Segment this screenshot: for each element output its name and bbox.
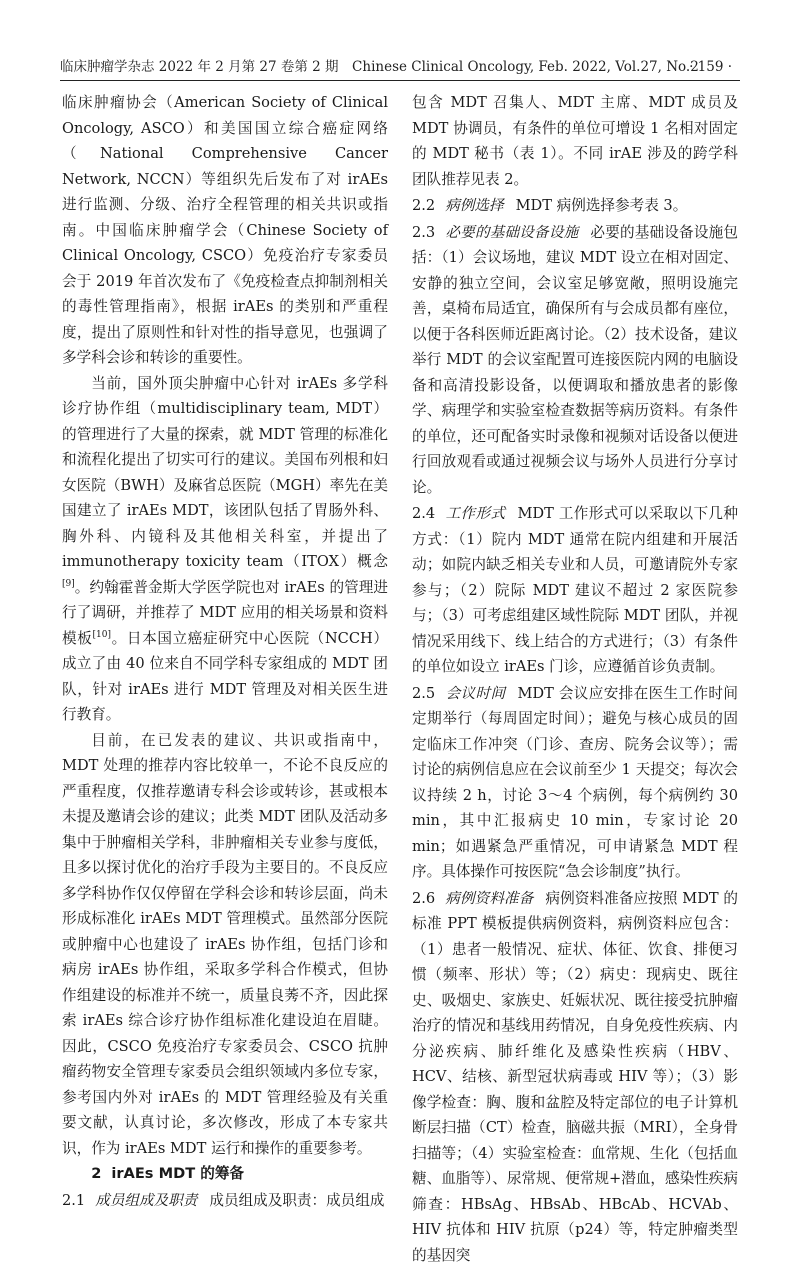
citation-9[interactable]: [9] bbox=[62, 579, 75, 589]
subsection-text: MDT 工作形式可以采取以下几种方式：（1）院内 MDT 通常在院内组建和开展活动；如院内缺乏相关专业和人员，可邀请院外专家参与；（2）院际 MDT 建议不超过 2 家医院参与；（3）可考虑组建区域性院际 MDT 团队，并视情况采用线下、线上结合的方式进行；（3）有条件的单位如设立 irAEs 门诊，应遵循首诊负责制。 bbox=[412, 505, 738, 675]
paragraph-text: 当前，国外顶尖肿瘤中心针对 irAEs 多学科诊疗协作组（multidisciplinary team, MDT）的管理进行了大量的探索，就 MDT 管理的标准化和流程化提出了切实可行的建议。美国布列根和妇女医院（BWH）及麻省总医院（MGH）率先在美国建立了 irAEs MDT，该团队包括了胃肠外科、胸外科、内镜科及其他相关科室，并提出了 immunotherapy toxicity team（ITOX）概念 bbox=[62, 375, 388, 571]
paragraph-text: 。日本国立癌症研究中心医院（NCCH）成立了由 40 位来自不同学科专家组成的 MDT 团队，针对 irAEs 进行 MDT 管理及对相关医生进行教育。 bbox=[62, 630, 388, 724]
subsection-title: 工作形式 bbox=[445, 505, 505, 522]
subsection-title: 会议时间 bbox=[445, 685, 505, 702]
left-column bbox=[62, 90, 388, 1100]
page-number: · 159 · bbox=[689, 54, 732, 80]
subsection-number: 2.5 bbox=[412, 685, 435, 702]
running-header bbox=[60, 54, 740, 81]
subsection-text: 成员组成及职责：成员组成 bbox=[209, 1192, 384, 1209]
subsection-2-5 bbox=[412, 681, 738, 885]
subsection-text: MDT 病例选择参考表 3。 bbox=[516, 197, 688, 214]
subsection-number: 2.1 bbox=[62, 1192, 85, 1209]
right-column bbox=[412, 90, 738, 1100]
subsection-2-6 bbox=[412, 886, 738, 1268]
paragraph-continued: 包含 MDT 召集人、MDT 主席、MDT 成员及 MDT 协调员，有条件的单位可增设 1 名相对固定的 MDT 秘书（表 1）。不同 irAE 涉及的跨学科团队推荐见表 2。 bbox=[412, 90, 738, 192]
paragraph: 目前，在已发表的建议、共识或指南中，MDT 处理的推荐内容比较单一，不论不良反应的严重程度，仅推荐邀请专科会诊或转诊，甚或根本未提及邀请会诊的建议；此类 MDT 团队及活动多集中于肿瘤相关学科，非肿瘤相关专业参与度低，且多以探讨优化的治疗手段为主要目的。不良反应多学科协作仅仅停留在学科会诊和转诊层面，尚未形成标准化 irAEs MDT 管理模式。虽然部分医院或肿瘤中心也建设了 irAEs 协作组，包括门诊和病房 irAEs 协作组，采取多学科合作模式，但协作组建设的标准并不统一，质量良莠不齐，因此探索 irAEs 综合诊疗协作组标准化建设迫在眉睫。因此，CSCO 免疫治疗专家委员会、CSCO 抗肿瘤药物安全管理专家委员会组织领域内多位专家，参考国内外对 irAEs 的 MDT 管理经验及有关重要文献，认真讨论，多次修改，形成了本专家共识，作为 irAEs MDT 运行和操作的重要参考。 bbox=[62, 728, 388, 1162]
subsection-text: 病例资料准备应按照 MDT 的标准 PPT 模板提供病例资料，病例资料应包含：（1）患者一般情况、症状、体征、饮食、排便习惯（频率、形状）等；（2）病史：现病史、既往史、吸烟史、家族史、妊娠状况、既往接受抗肿瘤治疗的情况和基线用药情况，自身免疫性疾病、内分泌疾病、肺纤维化及感染性疾病（HBV、HCV、结核、新型冠状病毒或 HIV 等）；（3）影像学检查：胸、腹和盆腔及特定部位的电子计算机断层扫描（CT）检查，脑磁共振（MRI），全身骨扫描等；（4）实验室检查：血常规、生化（包括血糖、血脂等）、尿常规、便常规+潜血，感染性疾病筛查：HBsAg、HBsAb、HBcAb、HCVAb、HIV 抗体和 HIV 抗原（p24）等，特定肿瘤类型的基因突 bbox=[412, 890, 738, 1264]
paragraph: 临床肿瘤协会（American Society of Clinical Oncology, ASCO）和美国国立综合癌症网络（National Comprehensive Cancer Network, NCCN）等组织先后发布了对 irAEs 进行监测、分级、治疗全程管理的相关共识或指南。中国临床肿瘤学会（Chinese Society of Clinical Oncology, CSCO）免疫治疗专家委员会于 2019 年首次发布了《免疫检查点抑制剂相关的毒性管理指南》，根据 irAEs 的类别和严重程度，提出了原则性和针对性的指导意见，也强调了多学科会诊和转诊的重要性。 bbox=[62, 90, 388, 371]
subsection-2-4 bbox=[412, 501, 738, 680]
subsection-title: 病例选择 bbox=[445, 197, 503, 214]
subsection-title: 病例资料准备 bbox=[445, 890, 533, 907]
paragraph bbox=[62, 371, 388, 728]
subsection-number: 2.4 bbox=[412, 505, 435, 522]
subsection-number: 2.6 bbox=[412, 890, 435, 907]
subsection-title: 成员组成及职责 bbox=[95, 1192, 197, 1209]
section-heading bbox=[62, 1161, 388, 1187]
journal-citation: 临床肿瘤学杂志 2022 年 2 月第 27 卷第 2 期 Chinese Clinical Oncology, Feb. 2022, Vol.27, No.2 bbox=[60, 54, 699, 80]
subsection-text: MDT 会议应安排在医生工作时间定期举行（每周固定时间）；避免与核心成员的固定临床工作冲突（门诊、查房、院务会议等）；需讨论的病例信息应在会议前至少 1 天提交；每次会议持续 2 h，讨论 3～4 个病例，每个病例约 30 min，其中汇报病史 10 min，专家讨论 20 min；如遇紧急严重情况，可申请紧急 MDT 程序。具体操作可按医院“急会诊制度”执行。 bbox=[412, 685, 738, 881]
subsection-text: 必要的基础设备设施包括：（1）会议场地，建议 MDT 设立在相对固定、安静的独立空间，会议室足够宽敞，照明设施完善，桌椅布局适宜，确保所有与会成员都有座位，以便于各科医师近距离讨论。（2）技术设备，建议举行 MDT 的会议室配置可连接医院内网的电脑设备和高清投影设备，以便调取和播放患者的影像学、病理学和实验室检查数据等病历资料。有条件的单位，还可配备实时录像和视频对话设备以便进行回放观看或通过视频会议与场外人员进行分享讨论。 bbox=[412, 224, 738, 496]
paragraph-text: 。约翰霍普金斯大学医学院也对 irAEs 的管理进行了调研，并推荐了 MDT 应用的相关场景和资料模板 bbox=[62, 579, 388, 647]
subsection-2-3 bbox=[412, 220, 738, 501]
section-number: 2 bbox=[91, 1165, 101, 1182]
citation-10[interactable]: [10] bbox=[92, 630, 110, 640]
subsection-2-2 bbox=[412, 193, 738, 219]
subsection-number: 2.3 bbox=[412, 224, 435, 241]
section-title: irAEs MDT 的筹备 bbox=[111, 1165, 244, 1182]
subsection-2-1 bbox=[62, 1188, 388, 1214]
subsection-number: 2.2 bbox=[412, 197, 435, 214]
subsection-title: 必要的基础设备设施 bbox=[445, 224, 578, 241]
